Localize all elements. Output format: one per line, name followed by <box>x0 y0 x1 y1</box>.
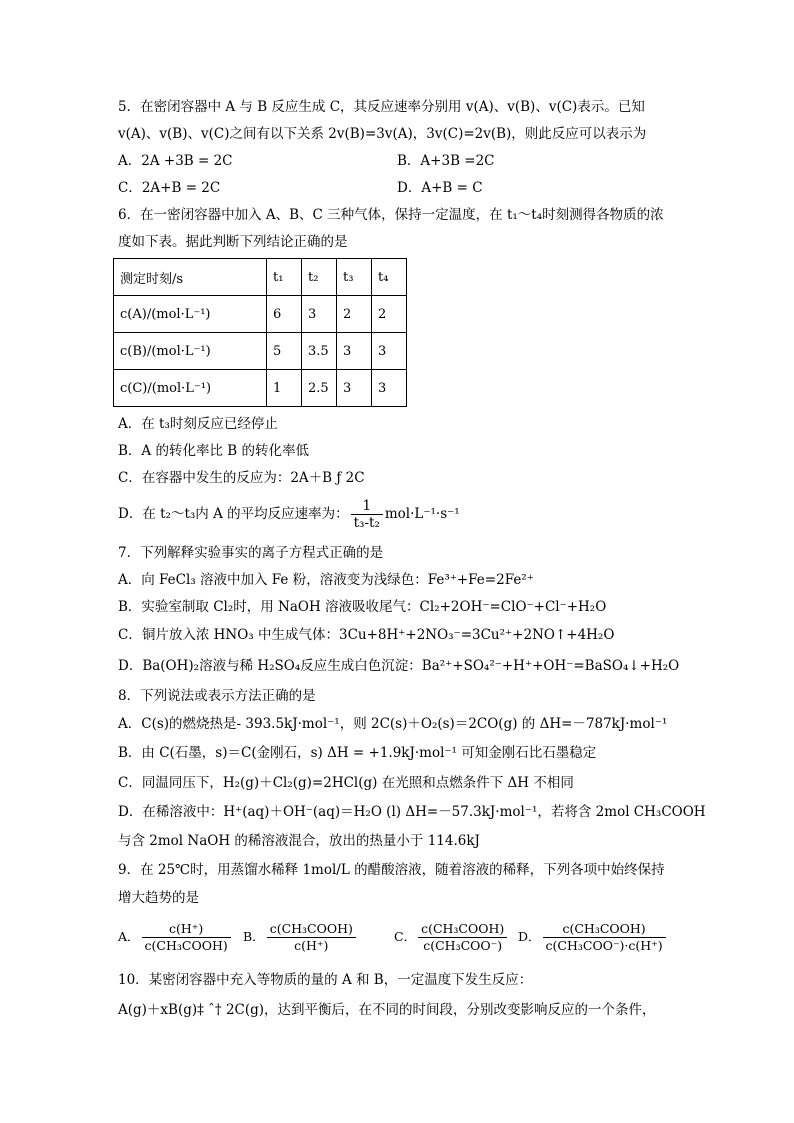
ratio-fraction <box>142 921 231 954</box>
q7-option-a: A．向 FeCl₃ 溶液中加入 Fe 粉，溶液变为浅绿色：Fe³⁺+Fe=2Fe²⁺ <box>118 572 534 588</box>
q9-option-a <box>118 918 233 956</box>
ratio-fraction <box>418 921 507 954</box>
q9-stem-line1: 9．在 25℃时，用蒸馏水稀释 1mol/L 的醋酸溶液，随着溶液的稀释，下列各项中始终保持 <box>118 862 665 878</box>
q6-option-d <box>118 496 460 532</box>
q9-option-c <box>394 918 509 956</box>
fraction-denominator: c(H⁺) <box>294 938 329 953</box>
q5-stem-line1: 5．在密闭容器中 A 与 B 反应生成 C，其反应速率分别用 v(A)、v(B)、v(C)表示。已知 <box>118 99 645 115</box>
q5-option-c: C．2A+B = 2C <box>118 180 221 196</box>
table-header-cell: 测定时刻/s <box>114 259 267 296</box>
fraction-denominator: c(CH₃COO⁻) <box>423 938 503 953</box>
q10-stem-line2: A(g)＋xB(g)‡ ˆ† 2C(g)，达到平衡后，在不同的时间段，分别改变影响反应的一个条件， <box>118 1002 656 1018</box>
q7-option-c: C．铜片放入浓 HNO₃ 中生成气体：3Cu+8H⁺+2NO₃⁻=3Cu²⁺+2NO↑+4H₂O <box>118 627 615 643</box>
table-cell: 5 <box>267 333 302 370</box>
q10-stem-line1: 10．某密闭容器中充入等物质的量的 A 和 B，一定温度下发生反应： <box>118 972 533 988</box>
table-header-cell: t₂ <box>302 259 337 296</box>
q8-option-a: A．C(s)的燃烧热是- 393.5kJ·mol⁻¹，则 2C(s)＋O₂(s)＝2CO(g) 的 ΔH=－787kJ·mol⁻¹ <box>118 716 668 732</box>
fraction-numerator: c(CH₃COOH) <box>418 921 507 938</box>
q8-option-b: B．由 C(石墨，s)＝C(金刚石，s) ΔH = +1.9kJ·mol⁻¹ 可知金刚石比石墨稳定 <box>118 745 597 761</box>
table-cell: c(C)/(mol·L⁻¹) <box>114 370 267 407</box>
q5-option-b: B．A+3B =2C <box>397 153 495 169</box>
fraction-numerator: c(H⁺) <box>142 921 231 938</box>
table-cell: 2 <box>372 296 407 333</box>
fraction-numerator: c(CH₃COOH) <box>543 921 666 938</box>
table-cell: c(B)/(mol·L⁻¹) <box>114 333 267 370</box>
table-cell: 3 <box>337 370 372 407</box>
concentration-table <box>113 258 407 407</box>
q8-option-d-line2: 与含 2mol NaOH 的稀溶液混合，放出的热量小于 114.6kJ <box>118 833 480 849</box>
table-row <box>114 370 407 407</box>
table-cell: c(A)/(mol·L⁻¹) <box>114 296 267 333</box>
table-cell: 3 <box>337 333 372 370</box>
q6-stem-line1: 6．在一密闭容器中加入 A、B、C 三种气体，保持一定温度，在 t₁～t₄时刻测得各物质的浓 <box>118 207 664 223</box>
q9-option-b <box>243 918 358 956</box>
q5-stem-line2: v(A)、v(B)、v(C)之间有以下关系 2v(B)=3v(A)，3v(C)=2v(B)，则此反应可以表示为 <box>118 126 647 142</box>
table-cell: 3.5 <box>302 333 337 370</box>
fraction-numerator: c(CH₃COOH) <box>267 921 356 938</box>
table-header-cell: t₁ <box>267 259 302 296</box>
q6-option-d-text: D．在 t₂～t₃内 A 的平均反应速率为： <box>118 506 349 522</box>
table-cell: 3 <box>372 370 407 407</box>
q7-stem: 7．下列解释实验事实的离子方程式正确的是 <box>118 545 384 561</box>
table-row <box>114 333 407 370</box>
q8-stem: 8．下列说法或表示方法正确的是 <box>118 688 316 704</box>
q6-option-c: C．在容器中发生的反应为：2A＋B ƒ 2C <box>118 470 365 486</box>
rate-unit: mol·L⁻¹·s⁻¹ <box>384 506 460 522</box>
table-header-cell: t₄ <box>372 259 407 296</box>
fraction-numerator: 1 <box>351 498 383 515</box>
fraction-denominator: c(CH₃COO⁻)·c(H⁺) <box>545 938 663 953</box>
table-cell: 6 <box>267 296 302 333</box>
option-label: B． <box>243 929 265 944</box>
table-cell: 3 <box>302 296 337 333</box>
fraction-denominator: c(CH₃COOH) <box>144 938 228 953</box>
q8-option-c: C．同温同压下，H₂(g)＋Cl₂(g)=2HCl(g) 在光照和点燃条件下 ΔH 不相同 <box>118 775 574 791</box>
q7-option-d: D．Ba(OH)₂溶液与稀 H₂SO₄反应生成白色沉淀：Ba²⁺+SO₄²⁻+H⁺+OH⁻=BaSO₄↓+H₂O <box>118 658 680 674</box>
table-cell: 1 <box>267 370 302 407</box>
option-label: C． <box>394 929 417 944</box>
table-cell: 3 <box>372 333 407 370</box>
q6-option-b: B．A 的转化率比 B 的转化率低 <box>118 443 309 459</box>
fraction-denominator: t₃-t₂ <box>353 515 380 531</box>
q7-option-b: B．实验室制取 Cl₂时，用 NaOH 溶液吸收尾气：Cl₂+2OH⁻=ClO⁻+Cl⁻+H₂O <box>118 599 607 615</box>
ratio-fraction <box>267 921 356 954</box>
table-header-cell: t₃ <box>337 259 372 296</box>
q5-option-a: A．2A +3B = 2C <box>118 153 233 169</box>
option-label: A． <box>118 929 140 944</box>
q6-option-a: A．在 t₃时刻反应已经停止 <box>118 416 278 432</box>
table-header-row <box>114 259 407 296</box>
q9-stem-line2: 增大趋势的是 <box>118 890 199 906</box>
q5-option-d: D．A+B = C <box>397 180 483 196</box>
q8-option-d-line1: D．在稀溶液中：H⁺(aq)＋OH⁻(aq)＝H₂O (l) ΔH=－57.3kJ·mol⁻¹，若将含 2mol CH₃COOH <box>118 804 706 820</box>
table-row <box>114 296 407 333</box>
q9-option-d <box>518 918 668 956</box>
ratio-fraction <box>543 921 666 954</box>
option-label: D． <box>518 929 541 944</box>
q6-stem-line2: 度如下表。据此判断下列结论正确的是 <box>118 234 348 250</box>
rate-fraction <box>351 498 383 531</box>
table-cell: 2 <box>337 296 372 333</box>
table-cell: 2.5 <box>302 370 337 407</box>
